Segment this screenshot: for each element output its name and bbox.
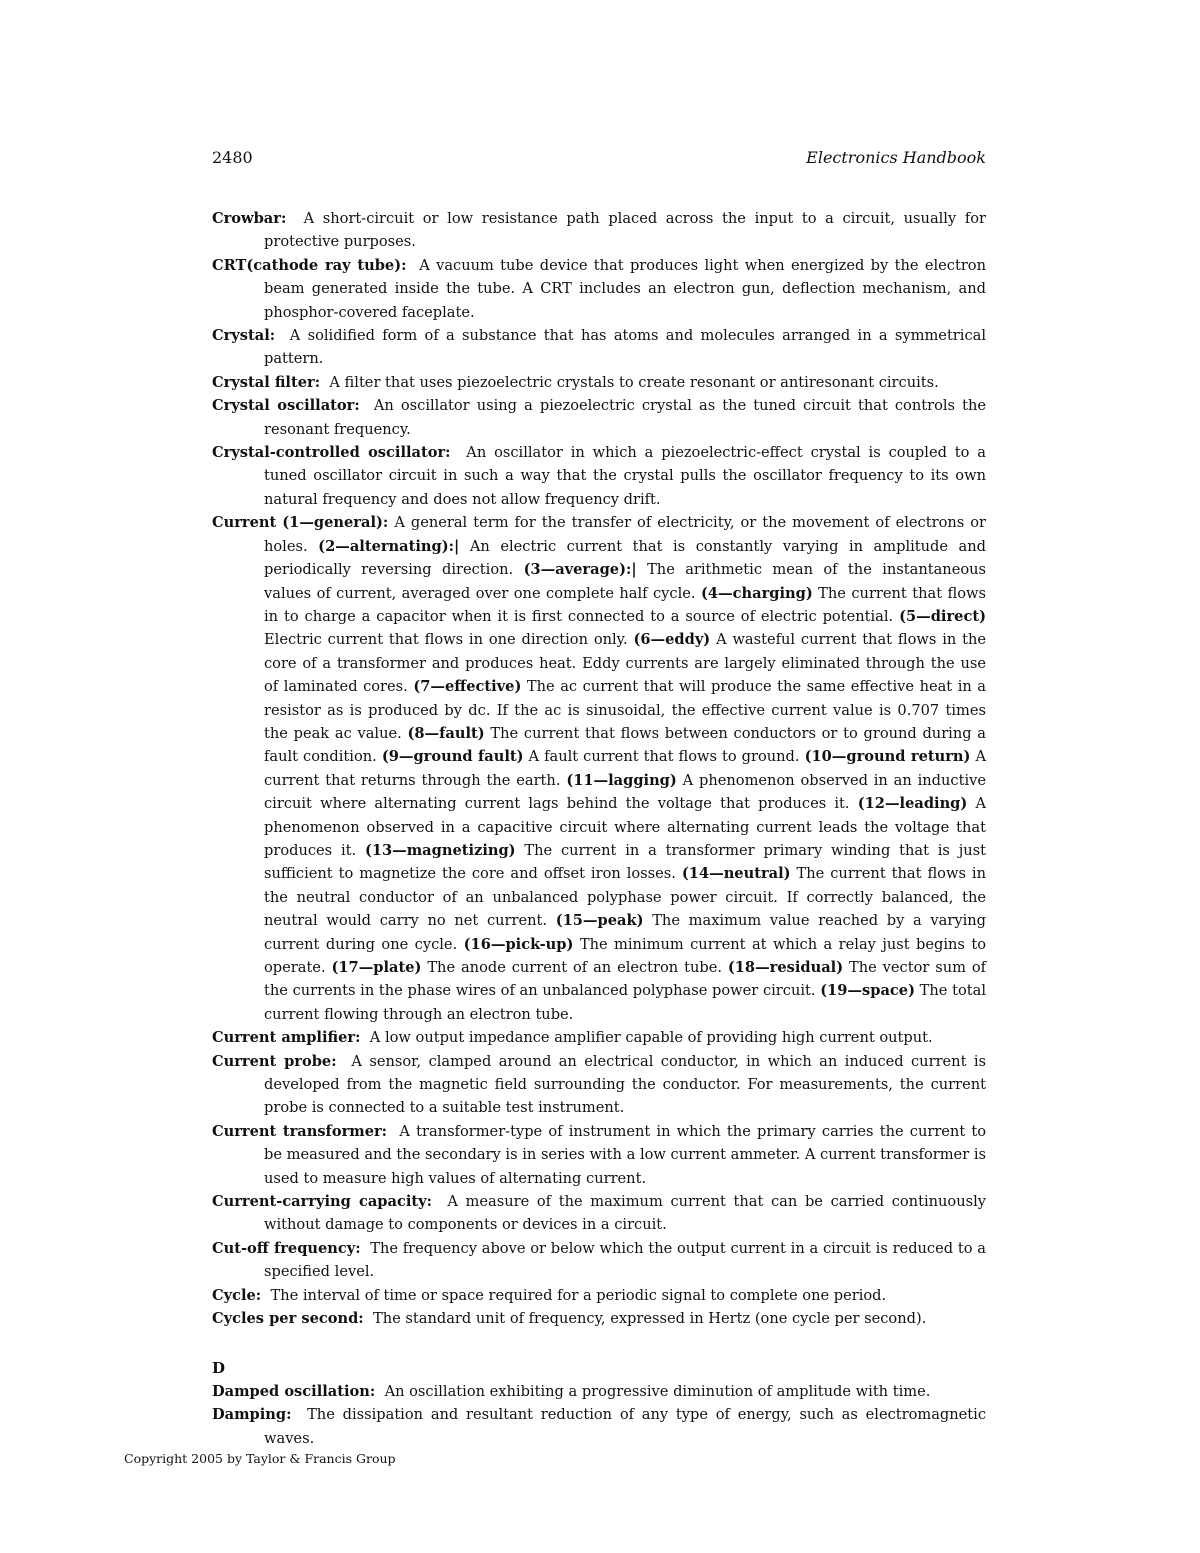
glossary-entry — [212, 207, 986, 254]
sense-text: The current that flows between conductors or to ground during a fault condition. — [264, 724, 987, 766]
sense-text: A fault current that flows to ground. — [528, 748, 800, 766]
glossary-entry — [212, 1120, 986, 1190]
sense-text: The current that flows in to charge a capacitor when it is first connected to a source of electric potential. — [264, 584, 986, 625]
definition: A filter that uses piezoelectric crystals to create resonant or antiresonant circuits. — [329, 373, 939, 391]
sense-label: (8—fault) — [407, 724, 485, 742]
sense-text: The maximum value reached by a varying current during one cycle. — [264, 912, 987, 953]
definition: The interval of time or space required for a periodic signal to complete one period. — [270, 1286, 887, 1304]
definition: A sensor, clamped around an electrical conductor, in which an induced current is developed from the magnetic field surrounding the conductor. For measurements, the current probe is connected to a suitable test instrument. — [264, 1052, 987, 1117]
term: Cycles per second: — [212, 1310, 364, 1328]
glossary-entry — [212, 441, 986, 511]
sense-text: A phenomenon observed in an inductive circuit where alternating current lags behind the voltage that produces it. — [264, 771, 986, 813]
definition: A transformer-type of instrument in which the primary carries the current to be measured and the secondary is in series with a low current ammeter. A current transformer is used to measure high values of alternating current. — [264, 1122, 987, 1187]
sense-label: (19—space) — [820, 982, 915, 1000]
term: Crowbar: — [212, 210, 287, 227]
term: Current — [212, 514, 277, 532]
sense-label: (10—ground return) — [804, 748, 971, 766]
term: Cycle: — [212, 1286, 262, 1304]
term: Cut-off frequency: — [212, 1239, 361, 1257]
glossary-entry — [212, 1237, 986, 1284]
sense-text: The arithmetic mean of the instantaneous values of current, averaged over one complete half cycle. — [264, 561, 987, 602]
term: Crystal filter: — [212, 373, 321, 391]
term: CRT(cathode ray tube): — [212, 256, 407, 274]
definition: The standard unit of frequency, expressed in Hertz (one cycle per second). — [372, 1310, 927, 1328]
definition: A low output impedance amplifier capable of providing high current output. — [369, 1029, 933, 1047]
glossary-entry — [212, 1307, 986, 1330]
term: Current probe: — [212, 1052, 337, 1070]
term: Damped oscillation: — [212, 1382, 376, 1400]
term: Current transformer: — [212, 1122, 388, 1140]
term: Crystal: — [212, 327, 276, 345]
definition: The frequency above or below which the output current in a circuit is reduced to a specified level. — [264, 1239, 986, 1281]
page-number: 2480 — [212, 148, 253, 167]
sense-text: A general term for the transfer of electricity, or the movement of electrons or holes. — [264, 514, 987, 555]
sense-text: An electric current that is constantly varying in amplitude and periodically reversing direction. — [264, 537, 987, 579]
sense-label: (7—effective) — [413, 678, 522, 696]
sense-label: (1—general): — [282, 514, 389, 532]
glossary-entry — [212, 371, 986, 394]
definition: The dissipation and resultant reduction of any type of energy, such as electromagnetic waves. — [264, 1406, 987, 1447]
sense-text: The vector sum of the currents in the phase wires of an unbalanced polyphase power circuit. — [264, 959, 987, 1000]
sense-label: (16—pick-up) — [463, 935, 574, 953]
sense-label: (12—leading) — [857, 795, 968, 813]
running-title: Electronics Handbook — [806, 148, 986, 167]
glossary-body — [212, 207, 986, 1450]
term: Current amplifier: — [212, 1029, 361, 1047]
sense-text: A phenomenon observed in a capacitive circuit where alternating current leads the voltage that produces it. — [264, 795, 987, 859]
glossary-entry — [212, 394, 986, 441]
sense-label: (17—plate) — [331, 959, 422, 976]
glossary-entry — [212, 1403, 986, 1450]
sense-text: The total current flowing through an electron tube. — [264, 982, 987, 1023]
sense-text: The current in a transformer primary winding that is just sufficient to magnetize the core and offset iron losses. — [264, 841, 986, 883]
definition: A vacuum tube device that produces light when energized by the electron beam generated inside the tube. A CRT includes an electron gun, deflection mechanism, and phosphor-covered faceplate. — [264, 256, 986, 321]
definition: A short-circuit or low resistance path placed across the input to a circuit, usually for protective purposes. — [264, 210, 987, 251]
sense-label: (6—eddy) — [633, 631, 711, 649]
sense-text: The ac current that will produce the same effective heat in a resistor as is produced by dc. If the ac is sinusoidal, the effective current value is 0.707 times the peak ac value. — [264, 678, 987, 742]
sense-text: A wasteful current that flows in the core of a transformer and produces heat. Eddy currents are largely eliminated through the use of laminated cores. — [264, 631, 987, 696]
glossary-entry-current — [212, 511, 986, 1026]
sense-label: (4—charging) — [700, 584, 813, 602]
glossary-entry — [212, 1190, 986, 1237]
glossary-entry — [212, 1380, 986, 1403]
sense-label: (9—ground fault) — [381, 748, 524, 766]
sense-text: The current that flows in the neutral conductor of an unbalanced polyphase power circuit. If correctly balanced, the neutral would carry no net current. — [264, 865, 986, 930]
glossary-entry — [212, 1026, 986, 1049]
sense-label: (2—alternating):| — [318, 537, 460, 555]
term: Crystal oscillator: — [212, 397, 360, 415]
sense-text: Electric current that flows in one direction only. — [264, 631, 628, 649]
term: Current-carrying capacity: — [212, 1193, 432, 1211]
definition: A solidified form of a substance that has atoms and molecules arranged in a symmetrical pattern. — [264, 327, 986, 368]
sense-label: (15—peak) — [555, 912, 644, 930]
sense-text: A current that returns through the earth. — [264, 748, 987, 789]
sense-text: The minimum current at which a relay just begins to operate. — [264, 935, 987, 976]
definition: A measure of the maximum current that can be carried continuously without damage to components or devices in a circuit. — [264, 1193, 986, 1234]
definition: An oscillator in which a piezoelectric-effect crystal is coupled to a tuned oscillator circuit in such a way that the crystal pulls the oscillator frequency to its own natural frequency and does not allow frequency drift. — [264, 444, 986, 508]
sense-label: (18—residual) — [727, 959, 844, 976]
sense-label: (5—direct) — [899, 607, 986, 625]
sense-label: (3—average):| — [523, 561, 637, 579]
copyright-footer: Copyright 2005 by Taylor & Francis Group — [124, 1451, 396, 1466]
glossary-entry — [212, 1050, 986, 1120]
sense-label: (11—lagging) — [566, 771, 677, 789]
sense-label: (13—magnetizing) — [364, 841, 516, 859]
sense-label: (14—neutral) — [681, 865, 791, 883]
glossary-entry — [212, 254, 986, 324]
glossary-entry — [212, 324, 986, 371]
term: Crystal-controlled oscillator: — [212, 444, 451, 462]
definition: An oscillation exhibiting a progressive diminution of amplitude with time. — [384, 1382, 931, 1400]
term: Damping: — [212, 1406, 292, 1424]
section-heading-d: D — [212, 1358, 226, 1377]
definition: An oscillator using a piezoelectric crystal as the tuned circuit that controls the resonant frequency. — [264, 397, 986, 438]
glossary-entry — [212, 1284, 986, 1307]
sense-text: The anode current of an electron tube. — [427, 959, 722, 976]
